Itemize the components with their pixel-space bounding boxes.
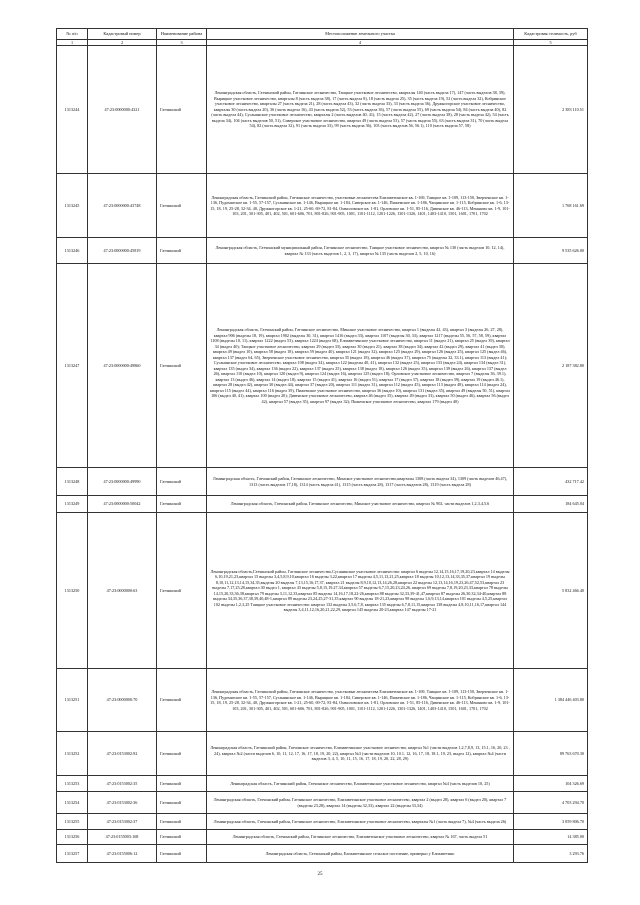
page-number: 25 xyxy=(317,872,323,877)
district-name: Гатчинский xyxy=(157,468,207,496)
district-name: Гатчинский xyxy=(157,792,207,814)
colnum-2: 2 xyxy=(88,40,157,46)
cadastral-cost: 5 832 466.40 xyxy=(514,513,588,669)
table-row xyxy=(57,845,588,863)
cadastral-cost: 14 385.00 xyxy=(514,830,588,845)
table-row xyxy=(57,792,588,814)
location-description: Ленинградская область, Гатчинский район, Гатчинское лесничество, участковые лесничества Елизаветинское кв. 1-169, Таицкое кв. 1-109, 113-150, Зверченское кв. 1-136, Пудомягское кв. 1-55, 57-157, Сусанинское кв. 1-146, Вырицкое кв. 1-184, Сиверское кв. 1-146, Пижемское кв. 1-186, Чащинское кв. 1-115, Кобринское кв. 1-6, 13-15, 18, 19, 25-28, 32-34, 40, Дружногорское кв. 1-21, 25-60, 69-72, 81-84, Оммоловское кв. 1-81, Орловское кв. 1-51, 85-116, Дивенское кв. 46-113, Меньково кв. 1-9, 101-103, 201, 301-305, 401, 402, 501, 601-606, 701, 801-826, 901-905, 1001, 1101-1112, 1201-1226, 1301-1326, 1401, 1403-1410, 1501, 1601, 1701, 1702 xyxy=(207,669,514,732)
district-name: Гатчинский xyxy=(157,814,207,830)
location-description: Ленинградская область, Гатчинский район, Гатчинское лесничество, Елизаветинское участковое лесничество, квартал 2 (выдел 28), квартал 6 (выдел 20), квартал 7 (выделы 23,28), квартал 14 (выделы 32,33), квартал 22 (выделы 33,34) xyxy=(207,792,514,814)
colnum-5: 5 xyxy=(514,40,588,46)
district-name: Гатчинский xyxy=(157,46,207,174)
table-row xyxy=(57,830,588,845)
colnum-4: 4 xyxy=(207,40,514,46)
cadastral-number: 47:23:0153002:37 xyxy=(88,814,157,830)
cadastral-cost: 3 293.76 xyxy=(514,845,588,863)
cadastral-number: 47:23:0000000:63 xyxy=(88,513,157,669)
table-row xyxy=(57,468,588,496)
cadastral-cost: 432 717.42 xyxy=(514,468,588,496)
district-name: Гатчинский xyxy=(157,513,207,669)
district-name: Гатчинский xyxy=(157,496,207,513)
cadastral-table xyxy=(56,28,588,863)
district-name: Гатчинский xyxy=(157,264,207,468)
cadastral-cost: 9 535 626.00 xyxy=(514,238,588,264)
row-number: 1313248 xyxy=(57,468,88,496)
location-description: Ленинградская область, Гатчинский район, Гатчинское лесничество, Елизаветинское участковое лесничество, квартал № 167, часть выдела 51 xyxy=(207,830,514,845)
cadastral-cost: 1 384 446 403.80 xyxy=(514,669,588,732)
table-row xyxy=(57,669,588,732)
table-body xyxy=(57,46,588,863)
row-number: 1313253 xyxy=(57,776,88,792)
cadastral-number: 47:23:0153002:36 xyxy=(88,792,157,814)
row-number: 1313246 xyxy=(57,238,88,264)
table-row xyxy=(57,732,588,776)
district-name: Гатчинский xyxy=(157,732,207,776)
location-description: Ленинградская область, Гатчинский муниципальный район, Гатчинское лесничество, Таицкое участковое лесничество, квартал № 130 (часть выделов 10, 12, 14), квартал № 133 (часть выделов 1, 2, 3, 17), квартал № 135 (часть выделов 2, 5, 10, 16) xyxy=(207,238,514,264)
row-number: 1313256 xyxy=(57,830,88,845)
header-cost: Кадастровая стоимость, руб xyxy=(514,29,588,40)
cadastral-number: 47:23:0000000:43748 xyxy=(88,174,157,238)
row-number: 1313244 xyxy=(57,46,88,174)
cadastral-cost: 2 383 110.51 xyxy=(514,46,588,174)
header-num: № п/п xyxy=(57,29,88,40)
cadastral-number: 47:23:0153002:35 xyxy=(88,776,157,792)
location-description: Ленинградская область, Гатчинский район, Гатчинское лесничество, Таицкое участковое лесничество, кварталы 140 (часть выдела 17), 147 (часть выделов 38, 39), Вырицкое участковое лесничество, кварталы 8 (часть выдела 38), 17 (часть выдела 8), 18 (часть выдела 25), 35 (часть выдела 19), 52 (часть выдела 32), Кобринское участковое лесничество, кварталы 27 (часть выдела 21), 28 (часть выдела 43), 32 (часть выдела 33), 33 (часть выдела 36), Дружногорское участковое лесничество, кварталы 30 (часть выдела 20), 36 (часть выдела 16), 43 (часть выдела 52), 53 (часть выдела 36), 57 (часть выдела 55), 69 (часть выдела 54), 84 (часть выдела 40), 82 (часть выдела 44), Сусанинское участковое лесничество, кварталы 2 (часть выделов 40, 41), 15 (часть выдела 42), 27 (часть выдела 38), 28 (часть выдела 42), 54 (часть выдела 34), 104 (часть выделов 50, 51), Сиверское участковое лесничество, квартал 49 (часть выдела 53), 57 (часть выдела 55), 63 (часть выдела 31), 70 (часть выдела 54), 82 (часть выдела 32), 91 (часть выдела 33), 99 (часть выдела 36), 103 (часть выделов 56, 56.1), 110 (часть выдела 57, 58) xyxy=(207,46,514,174)
cadastral-number: 47:23:0000000:49990 xyxy=(88,468,157,496)
location-description: Ленинградская область, Гатчинский район, Елизаветинское сельское поселение, примерно у Елизаветино xyxy=(207,845,514,863)
row-number: 1313252 xyxy=(57,732,88,776)
row-number: 1313254 xyxy=(57,792,88,814)
header-cadastral: Кадастровый номер xyxy=(88,29,157,40)
cadastral-number: 47:23:0000000:70 xyxy=(88,669,157,732)
cadastral-cost: 2 187 382.80 xyxy=(514,264,588,468)
cadastral-number: 47:23:0000000:49860 xyxy=(88,264,157,468)
row-number: 1313255 xyxy=(57,814,88,830)
table-row xyxy=(57,264,588,468)
table-row xyxy=(57,776,588,792)
cadastral-number: 47:23:0153002:92 xyxy=(88,732,157,776)
cadastral-cost: 1 768 161.69 xyxy=(514,174,588,238)
header-district: Наименование района xyxy=(157,29,207,40)
table-row xyxy=(57,513,588,669)
cadastral-number: 47:23:0155006:12 xyxy=(88,845,157,863)
row-number: 1313247 xyxy=(57,264,88,468)
row-number: 1313250 xyxy=(57,513,88,669)
location-description: Ленинградская область, Гатчинский район, Гатчинское лесничество, Елизаветинское участковое лесничество, квартал №1 (части выделов 1,2,7,8,9, 13, 15.1, 16, 20, 23 , 24), квартал №2 (части выделов 6, 10, 11, 12, 17, 16, 17, 18, 19, 20, 22), квартал №3 (части выделов 10, 10.1, 12, 16, 17, 18, 18.1, 19, 23, выдел 12), квартал №4 (части выделов 3, 4, 5, 10, 11, 15, 16, 17, 18, 19, 20, 22, 28, 29) xyxy=(207,732,514,776)
colnum-1: 1 xyxy=(57,40,88,46)
colnum-3: 3 xyxy=(157,40,207,46)
cadastral-number: 47:23:0155003:168 xyxy=(88,830,157,845)
district-name: Гатчинский xyxy=(157,669,207,732)
location-description: Ленинградская область, Гатчинский район, Гатчинское лесничество, Елизаветинское участковое лесничество, кварталы №1 (часть выдела 7), №4 (часть выдела 26) xyxy=(207,814,514,830)
cadastral-number: 47:23:0000000:4321 xyxy=(88,46,157,174)
district-name: Гатчинский xyxy=(157,830,207,845)
cadastral-cost: 4 703 294.70 xyxy=(514,792,588,814)
document-page xyxy=(56,28,587,863)
cadastral-cost: 89 763 670.30 xyxy=(514,732,588,776)
row-number: 1313251 xyxy=(57,669,88,732)
header-row xyxy=(57,29,588,40)
table-row xyxy=(57,496,588,513)
cadastral-cost: 104 326.69 xyxy=(514,776,588,792)
row-number: 1313249 xyxy=(57,496,88,513)
location-description: Ленинградская область, Гатчинский район, Гатчинское лесничество, Минское участковое лесничество, квартал № 902, части выделов 1,2,3,4,5,6 xyxy=(207,496,514,513)
district-name: Гатчинский xyxy=(157,776,207,792)
location-description: Ленинградская область, Гатчинский район, Гатчинское лесничество, участковые лесничества Елизаветинское кв. 1-169, Таицкое кв. 1-109, 113-150, Зверченское кв. 1-136, Пудомягское кв. 1-55, 57-157, Сусанинское кв. 1-146, Вырицкое кв. 1-184, Сиверское кв. 1-146, Пижемское кв. 1-186, Чащинское кв. 1-115, Кобринское кв. 1-6, 13-15, 18, 19, 25-28, 32-34, 40, Дружногорское кв. 1-21, 25-60, 69-72, 81-84, Оммоловское кв. 1-81, Орловское кв. 1-51, 85-116, Дивенское кв. 46-113, Меньково кв. 1-9, 101-103, 201, 301-305, 401, 402, 501, 601-606, 701, 801-826, 901-905, 1001, 1101-1112, 1201-1226, 1301-1326, 1401, 1403-1410, 1501, 1601, 1701, 1702 xyxy=(207,174,514,238)
cadastral-number: 47:23:0000000:50042 xyxy=(88,496,157,513)
cadastral-number: 47:23:0000000:45819 xyxy=(88,238,157,264)
table-row xyxy=(57,46,588,174)
district-name: Гатчинский xyxy=(157,845,207,863)
location-description: Ленинградская область, Гатчинский район, Гатчинское лесничество, Минское участковое лесничество, квартал 1 (выделы 42, 43), квартал 3 (выделы 26, 27, 28), квартал 906 (выделы 18, 19), квартал 1902 (выделы 30, 31), квартал 1416 (выдел 33), квартал 1107 (выделы 30, 33), квартал 1217 (выделы 55, 56, 57, 58, 59), квартал 1108 (выделы 10, 11), квартал 1222 (выдел 53), квартал 1224 (выдел 68), Елизаветинское участковое лесничество, квартал 11 (выдел 21), квартал 25 (выдел 39), квартал 34 (выдел 40); Таицкое участковое лесничество, квартал 29 (выдел 33), квартал 30 (выдел 21), квартал 38 (выдел 34), квартал 42 (выдел 29), квартал 41 (выдел 30), квартал 49 (выдел 10), квартал 58 (выдел 18), квартал 59 (выдел 40), квартал 121 (выдел 32), квартал 125 (выдел 29), квартал 126 (выдел 25), квартал 125 (выдел 46), квартал 137 (выдел 64, 65), Зверченское участковое лесничество, квартал 35 (выдел 18), квартал 46 (выдел 37), квартал 75 (выделы 32, 33.1), квартал 113 (выдел 41); Сусанинское участковое лесничество, квартал 108 (выдел 34), квартал 122 (выделы 40, 41), квартал 132 (выдел 25), квартал 133 (выдел 24), квартал 134 (выдел 31), квартал 135 (выдел 34), квартал 136 (выдел 22), квартал 137 (выдел 25), квартал 138 (выдел 18), квартал 126 (выдел 35), квартал 139 (выдел 26), квартал 137 (выдел 26), квартал 110 (выдел 10), квартал 120 (выдел 9), квартал 124 (выдел 16), квартал 125 (выдел 18); Орловское участковое лесничество, квартал 7 (выделы 36, 39.1), квартал 13 (выдел 46), квартал 14 (выдел 18), квартал 15 (выдел 41), квартал 16 (выдел 51), квартал 17 (выдел 37), квартал 18 (выдел 39), квартал 19 (выдел 46.1), квартал 28 (выдел 42), квартал 30 (выдел 44), квартал 37 (выдел 20), квартал 111 (выдел 31), квартал 112 (выдел 45), квартал 113 (выдел 48), квартал 114 (выдел 24), квартал 115 (выдел 44), квартал 116 (выдел 39), Пижемское участковое лесничество, квартал 36 (выдел 10), квартал 131 (выдел 35), квартал 49 (выделы 50, 51), квартал 106 (выдел 40, 41), квартал 100 (выдел 20); Дивенское участковое лесничество, квартал 46 (выдел 35), квартал 49 (выдел 33), квартал 50 (выдел 46), квартал 56 (выдел 42), квартал 57 (выдел 35), квартал 97 (выдел 32); Пижемское участковое лесничество, квартал 179 (выдел 40) xyxy=(207,264,514,468)
row-number: 1313245 xyxy=(57,174,88,238)
cadastral-cost: 3 059 806.70 xyxy=(514,814,588,830)
district-name: Гатчинский xyxy=(157,238,207,264)
table-row xyxy=(57,174,588,238)
row-number: 1313257 xyxy=(57,845,88,863)
location-description: Ленинградская область, Гатчинский район, Гатчинское лесничество, Елизаветинское участковое лесничество, квартал №4 (часть выделов 10, 25) xyxy=(207,776,514,792)
location-description: Ленинградская область, Гатчинский район, Гатчинское лесничество, Минское участковое лесничество,кварталы 1308 (часть выдела 34), 1309 (часть выделов 46,47), 1313 (часть выделов 17,18), 1314 (часть выдела 41), 1315 (часть выдела 28), 1317 (часть выделов 28), 1319 (часть выдела 28) xyxy=(207,468,514,496)
district-name: Гатчинский xyxy=(157,174,207,238)
table-row xyxy=(57,238,588,264)
cadastral-cost: 184 645.04 xyxy=(514,496,588,513)
table-row xyxy=(57,814,588,830)
location-description: Ленинградская область,Гатчинский район, Гатчинское лесничество,Сусанинское участковое лесничество: квартал 6 выделы 12,14,15,16,17,19,20,23,квартал 14 выделы 6,10,19,21,23,квартал 15 выделы 3,4,5,8,9,10,квартал 16 выделы 3,22,квартал 17 выделы 4,5,11,13,21,25,квартал 18 выделы 10,12,13,14,33,35,37,квартал 19 выделы 8,10,11,12,13,14,15,34,35,выделы 20 выделы 7,13,15,16,17,37, квартал 21 выделы 8,9,10,12,13,14,26,28,квартал 22 выделы 12,13,14,16,19,23,26,47,52,53,квартал 23 выделы 7,17,25,28,квартал 30 выдел 1, квартал 43 выделы 5,8,15,19,27,34,квартал 57 выделы 6,7,15,20,23,24,26, квартал 69 выделы 7,8,19,20,23,33,квартал 78 выделы 14,15,20,33,36,38,квартал 79 выделы 3,11,12,33,квартал 85 выделы 14,16,17,18,22-26,квартал 88 выделы 32,33,39-41,47,квартал 87 выделы 26,30,32,34-40,квартал 88 выделы 34,35,36,37,38,39,40,48-1,квартал 89 выделы 23,24,25,27-31,35,квартал 90 выделы 18-21,23,квартал 98 выделы 1,6,9,13,14,квартал 101 выделы 4,5,25,квартал 102 выделы 1,2,3,25 Таицкое участковое лесничество: квартал 132 выделы 3,5,6,7,8, квартал 135 выделы 6,7,8,11,15,квартал 138 выделы 4,8,10,11,16,17,квартал 144 выделы 3,4,11,12,16,20,21,22,29, квартал 145 выделы 20-23,квартал 147 выделы 17-21 xyxy=(207,513,514,669)
header-location: Местоположение земельного участка xyxy=(207,29,514,40)
